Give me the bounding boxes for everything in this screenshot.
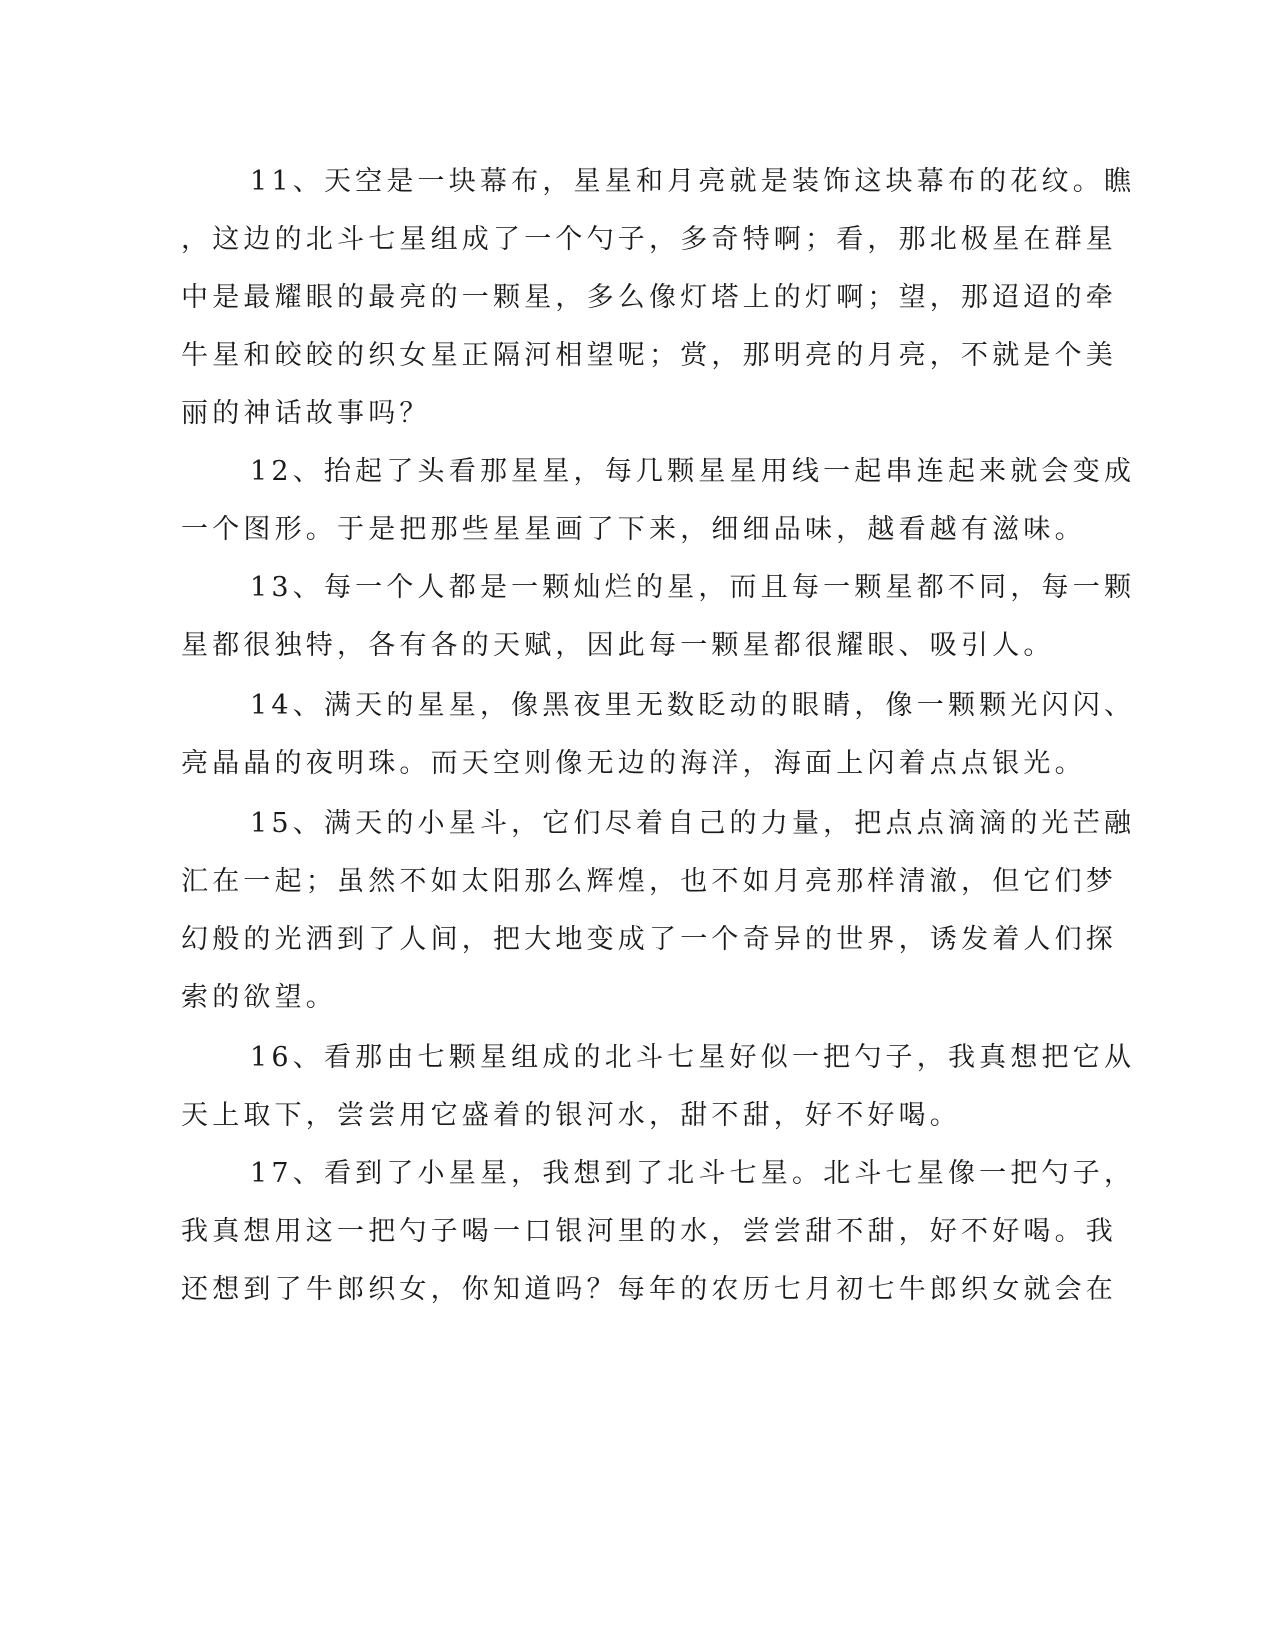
text-line: 索的欲望。 (181, 982, 337, 1013)
text-line: 丽的神话故事吗？ (181, 398, 431, 429)
text-line: 11、天空是一块幕布，星星和月亮就是装饰这块幕布的花纹。瞧 (250, 166, 1136, 197)
text-line: ，这边的北斗七星组成了一个勺子，多奇特啊；看，那北极星在群星 (181, 224, 1117, 255)
text-line: 中是最耀眼的最亮的一颗星，多么像灯塔上的灯啊；望，那迢迢的牵 (181, 282, 1117, 313)
text-line: 14、满天的星星，像黑夜里无数眨动的眼睛，像一颗颗光闪闪、 (250, 690, 1136, 721)
text-line: 17、看到了小星星，我想到了北斗七星。北斗七星像一把勺子， (250, 1158, 1136, 1189)
text-line: 还想到了牛郎织女，你知道吗？每年的农历七月初七牛郎织女就会在 (181, 1274, 1117, 1305)
text-line: 13、每一个人都是一颗灿烂的星，而且每一颗星都不同，每一颗 (250, 572, 1136, 603)
text-line: 一个图形。于是把那些星星画了下来，细细品味，越看越有滋味。 (181, 514, 1086, 545)
text-line: 我真想用这一把勺子喝一口银河里的水，尝尝甜不甜，好不好喝。我 (181, 1216, 1117, 1247)
text-line: 亮晶晶的夜明珠。而天空则像无边的海洋，海面上闪着点点银光。 (181, 748, 1086, 779)
text-line: 天上取下，尝尝用它盛着的银河水，甜不甜，好不好喝。 (181, 1100, 961, 1131)
text-line: 星都很独特，各有各的天赋，因此每一颗星都很耀眼、吸引人。 (181, 630, 1055, 661)
text-line: 12、抬起了头看那星星，每几颗星星用线一起串连起来就会变成 (250, 456, 1136, 487)
text-line: 幻般的光洒到了人间，把大地变成了一个奇异的世界，诱发着人们探 (181, 924, 1117, 955)
text-line: 15、满天的小星斗，它们尽着自己的力量，把点点滴滴的光芒融 (250, 808, 1136, 839)
text-line: 牛星和皎皎的织女星正隔河相望呢；赏，那明亮的月亮，不就是个美 (181, 340, 1117, 371)
text-line: 汇在一起；虽然不如太阳那么辉煌，也不如月亮那样清澈，但它们梦 (181, 866, 1117, 897)
text-line: 16、看那由七颗星组成的北斗七星好似一把勺子，我真想把它从 (250, 1042, 1136, 1073)
